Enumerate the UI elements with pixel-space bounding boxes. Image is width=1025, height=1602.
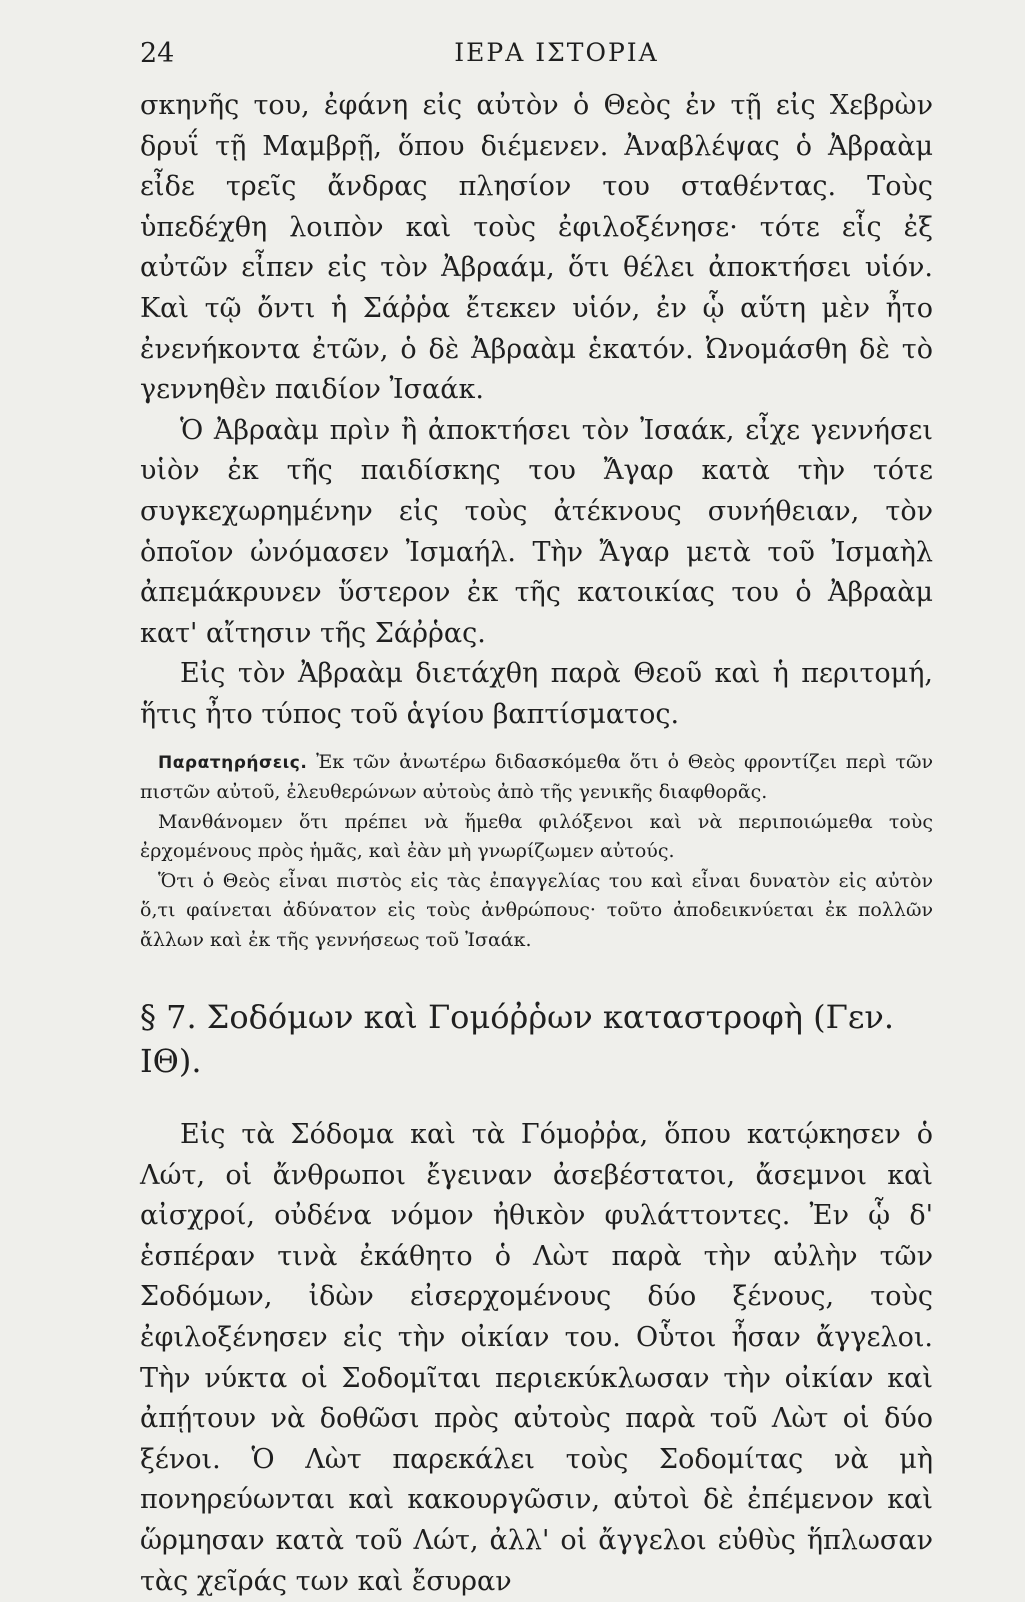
note-1 bbox=[140, 748, 933, 808]
section-number: § 7. bbox=[140, 998, 197, 1036]
note-3: Ὅτι ὁ Θεὸς εἶναι πιστὸς εἰς τὰς ἐπαγγελίας του καὶ εἶναι δυνατὸν εἰς αὐτὸν ὅ,τι φαίνεται ἀδύνατον εἰς τοὺς ἀνθρώπους· τοῦτο ἀποδεικνύεται ἐκ πολλῶν ἄλλων καὶ ἐκ τῆς γεννήσεως τοῦ Ἰσαάκ. bbox=[140, 869, 933, 951]
observations-notes bbox=[140, 748, 933, 956]
note-1-text: Ἐκ τῶν ἀνωτέρω διδασκόμεθα ὅτι ὁ Θεὸς φροντίζει περὶ τῶν πιστῶν αὐτοῦ, ἐλευθερώνων αὐτοὺς ἀπὸ τῆς γενικῆς διαφθορᾶς. bbox=[140, 750, 933, 803]
section-paragraph: Εἰς τὰ Σόδομα καὶ τὰ Γόμοῤῥα, ὅπου κατῴκησεν ὁ Λώτ, οἱ ἄνθρωποι ἔγειναν ἀσεβέστατοι, ἄσεμνοι καὶ αἰσχροί, οὐδένα νόμον ἠθικὸν φυλάττοντες. Ἐν ᾧ δ' ἑσπέραν τινὰ ἐκάθητο ὁ Λὼτ παρὰ τὴν αὐλὴν τῶν Σοδόμων, ἰδὼν εἰσερχομένους δύο ξένους, τοὺς ἐφιλοξένησεν εἰς τὴν οἰκίαν του. Οὗτοι ἦσαν ἄγγελοι. Τὴν νύκτα οἱ Σοδομῖται περιεκύκλωσαν τὴν οἰκίαν καὶ ἀπῄτουν νὰ δοθῶσι πρὸς αὐτοὺς παρὰ τοῦ Λὼτ οἱ δύο ξένοι. Ὁ Λὼτ παρεκάλει τοὺς Σοδομίτας νὰ μὴ πονηρεύωνται καὶ κακουργῶσιν, αὐτοὶ δὲ ἐπέμενον καὶ ὥρμησαν κατὰ τοῦ Λώτ, ἀλλ' οἱ ἄγγελοι εὐθὺς ἥπλωσαν τὰς χεῖράς των καὶ ἔσυραν bbox=[140, 1119, 933, 1597]
note-2: Μανθάνομεν ὅτι πρέπει νὰ ἥμεθα φιλόξενοι καὶ νὰ περιποιώμεθα τοὺς ἐρχομένους πρὸς ἡμᾶς, καὶ ἐὰν μὴ γνωρίζωμεν αὐτούς. bbox=[140, 810, 933, 862]
page-number: 24 bbox=[140, 38, 175, 69]
section-text bbox=[140, 1115, 933, 1602]
section-title: Σοδόμων καὶ Γομόῤῥων καταστροφὴ (Γεν. ΙΘ). bbox=[140, 998, 895, 1080]
main-text bbox=[140, 86, 933, 736]
running-title: ΙΕΡΑ ΙΣΤΟΡΙΑ bbox=[454, 38, 659, 67]
paragraph-3: Εἰς τὸν Ἀβραὰμ διετάχθη παρὰ Θεοῦ καὶ ἡ περιτομή, ἥτις ἦτο τύπος τοῦ ἁγίου βαπτίσματος. bbox=[140, 658, 933, 730]
paragraph-2: Ὁ Ἀβραὰμ πρὶν ἢ ἀποκτήσει τὸν Ἰσαάκ, εἶχε γεννήσει υἱὸν ἐκ τῆς παιδίσκης του Ἄγαρ κατὰ τὴν τότε συγκεχωρημένην εἰς τοὺς ἀτέκνους συνήθειαν, τὸν ὁποῖον ὠνόμασεν Ἰσμαήλ. Τὴν Ἄγαρ μετὰ τοῦ Ἰσμαὴλ ἀπεμάκρυνεν ὕστερον ἐκ τῆς κατοικίας του ὁ Ἀβραὰμ κατ' αἴτησιν τῆς Σάῤῥας. bbox=[140, 414, 933, 649]
notes-label: Παρατηρήσεις. bbox=[158, 752, 308, 773]
paragraph-1: σκηνῆς του, ἐφάνη εἰς αὐτὸν ὁ Θεὸς ἐν τῇ εἰς Χεβρὼν δρυΐ τῇ Μαμβρῇ, ὅπου διέμενεν. Ἀναβλέψας ὁ Ἀβραὰμ εἶδε τρεῖς ἄνδρας πλησίον του σταθέντας. Τοὺς ὑπεδέχθη λοιπὸν καὶ τοὺς ἐφιλοξένησε· τότε εἷς ἐξ αὐτῶν εἶπεν εἰς τὸν Ἀβραάμ, ὅτι θέλει ἀποκτήσει υἱόν. Καὶ τῷ ὄντι ἡ Σάῤῥα ἔτεκεν υἱόν, ἐν ᾧ αὕτη μὲν ἦτο ἐνενήκοντα ἐτῶν, ὁ δὲ Ἀβραὰμ ἑκατόν. Ὠνομάσθη δὲ τὸ γεννηθὲν παιδίον Ἰσαάκ. bbox=[140, 90, 933, 406]
section-heading bbox=[140, 995, 933, 1083]
page-header bbox=[140, 38, 933, 80]
